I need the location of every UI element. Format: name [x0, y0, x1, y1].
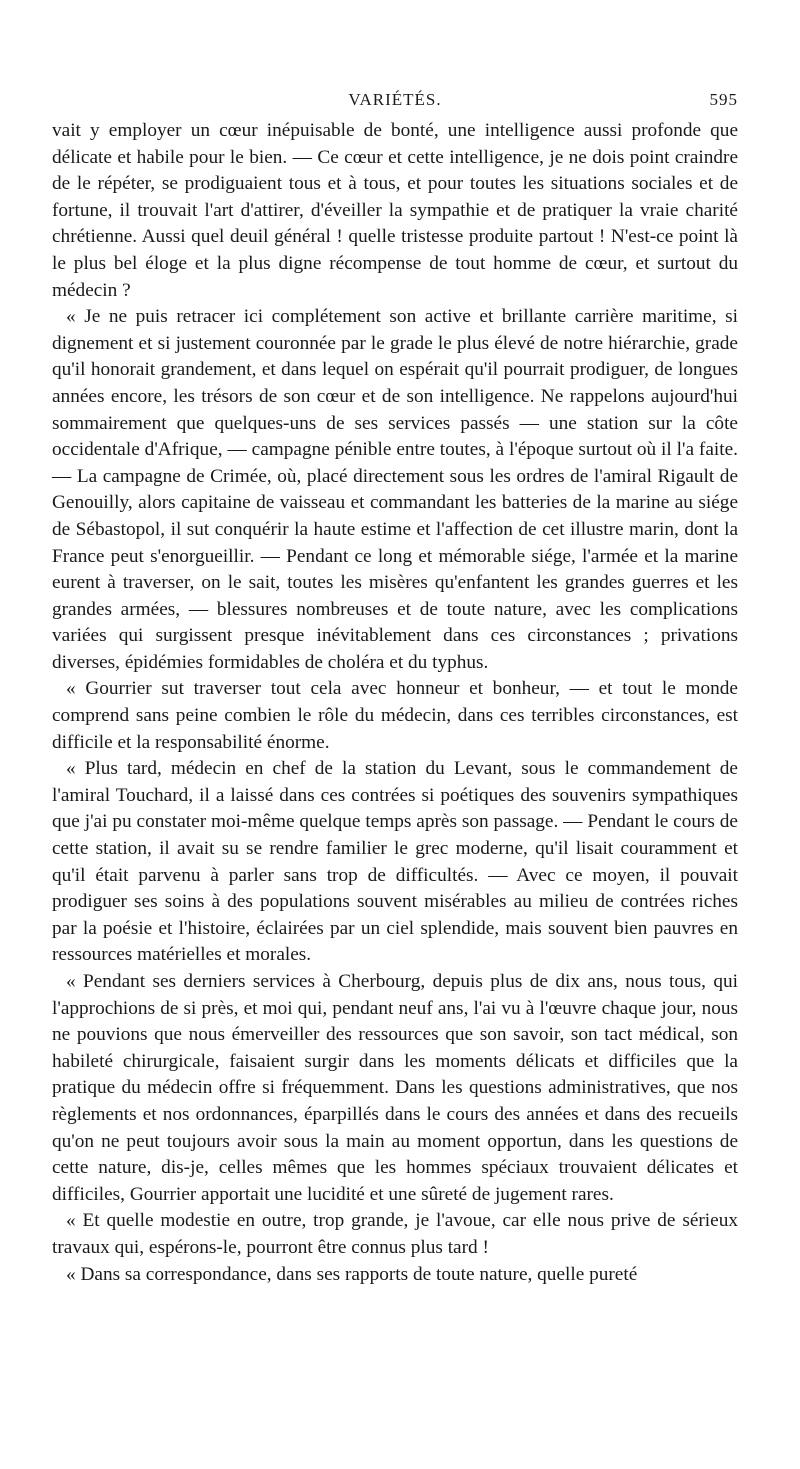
- paragraph: « Plus tard, médecin en chef de la station du Levant, sous le commandement de l'amiral Touchard, il a laissé dans ces contrées si poétiques des souvenirs sympathiques que j'ai pu constater moi-même quelque temps après son passage. — Pendant le cours de cette station, il avait su se rendre familier le grec moderne, qu'il lisait couramment et qu'il était parvenu à parler sans trop de difficultés. — Avec ce moyen, il pouvait prodiguer ses soins à des populations souvent misérables au milieu de contrées riches par la poésie et l'histoire, éclairées par un ciel splendide, mais souvent bien pauvres en ressources matérielles et morales.: [52, 758, 738, 966]
- paragraph-continued: vait y employer un cœur inépuisable de bonté, une intelligence aussi profonde que délicate et habile pour le bien. — Ce cœur et cette intelligence, je ne dois point craindre de le répéter, se prodiguaient tous et à tous, et pour toutes les situations sociales et de fortune, il trouvait l'art d'attirer, d'éveiller la sympathie et de pratiquer la vraie charité chrétienne. Aussi quel deuil général ! quelle tristesse produite partout ! N'est-ce point là le plus bel éloge et la plus digne récompense de tout homme de cœur, et surtout du médecin ?: [52, 120, 738, 301]
- page-number: 595: [709, 90, 738, 109]
- running-header: [52, 84, 738, 118]
- body-text: [52, 118, 738, 1288]
- paragraph: « Pendant ses derniers services à Cherbourg, depuis plus de dix ans, nous tous, qui l'approchions de si près, et moi qui, pendant neuf ans, l'ai vu à l'œuvre chaque jour, nous ne pouvions que nous émerveiller des ressources que son savoir, son tact médical, son habileté chirurgicale, faisaient surgir dans les moments délicats et difficiles que la pratique du médecin offre si fréquemment. Dans les questions administratives, que nos règlements et nos ordonnances, éparpillés dans le cours des années et dans des recueils qu'on ne peut toujours avoir sous la main au moment opportun, dans les questions de cette nature, dis-je, celles mêmes que les hommes spéciaux trouvaient délicates et difficiles, Gourrier apportait une lucidité et une sûreté de jugement rares.: [52, 971, 738, 1205]
- paragraph: « Je ne puis retracer ici complétement son active et brillante carrière maritime, si dignement et si justement couronnée par le grade le plus élevé de notre hiérarchie, grade qu'il honorait grandement, et dans lequel on espérait qu'il pourrait prodiguer, de longues années encore, les trésors de son cœur et de son intelligence. Ne rappelons aujourd'hui sommairement que quelques-uns de ses services passés — une station sur la côte occidentale d'Afrique, — campagne pénible entre toutes, à l'époque surtout où il l'a faite. — La campagne de Crimée, où, placé directement sous les ordres de l'amiral Rigault de Genouilly, alors capitaine de vaisseau et commandant les batteries de la marine au siége de Sébastopol, il sut conquérir la haute estime et l'affection de cet illustre marin, dont la France peut s'enorgueillir. — Pendant ce long et mémorable siége, l'armée et la marine eurent à traverser, on le sait, toutes les misères qu'enfantent les grandes guerres et les grandes armées, — blessures nombreuses et de toute nature, avec les complications variées qui surgissent presque inévitablement dans ces circonstances ; privations diverses, épidémies formidables de choléra et du typhus.: [52, 306, 738, 673]
- book-page: [52, 84, 738, 1288]
- paragraph: « Gourrier sut traverser tout cela avec honneur et bonheur, — et tout le monde comprend sans peine combien le rôle du médecin, dans ces terribles circonstances, est difficile et la responsabilité énorme.: [52, 678, 738, 753]
- paragraph-truncated: « Dans sa correspondance, dans ses rapports de toute nature, quelle pureté: [66, 1263, 638, 1285]
- running-title: VARIÉTÉS.: [348, 90, 442, 109]
- paragraph: « Et quelle modestie en outre, trop grande, je l'avoue, car elle nous prive de sérieux travaux qui, espérons-le, pourront être connus plus tard !: [52, 1210, 738, 1258]
